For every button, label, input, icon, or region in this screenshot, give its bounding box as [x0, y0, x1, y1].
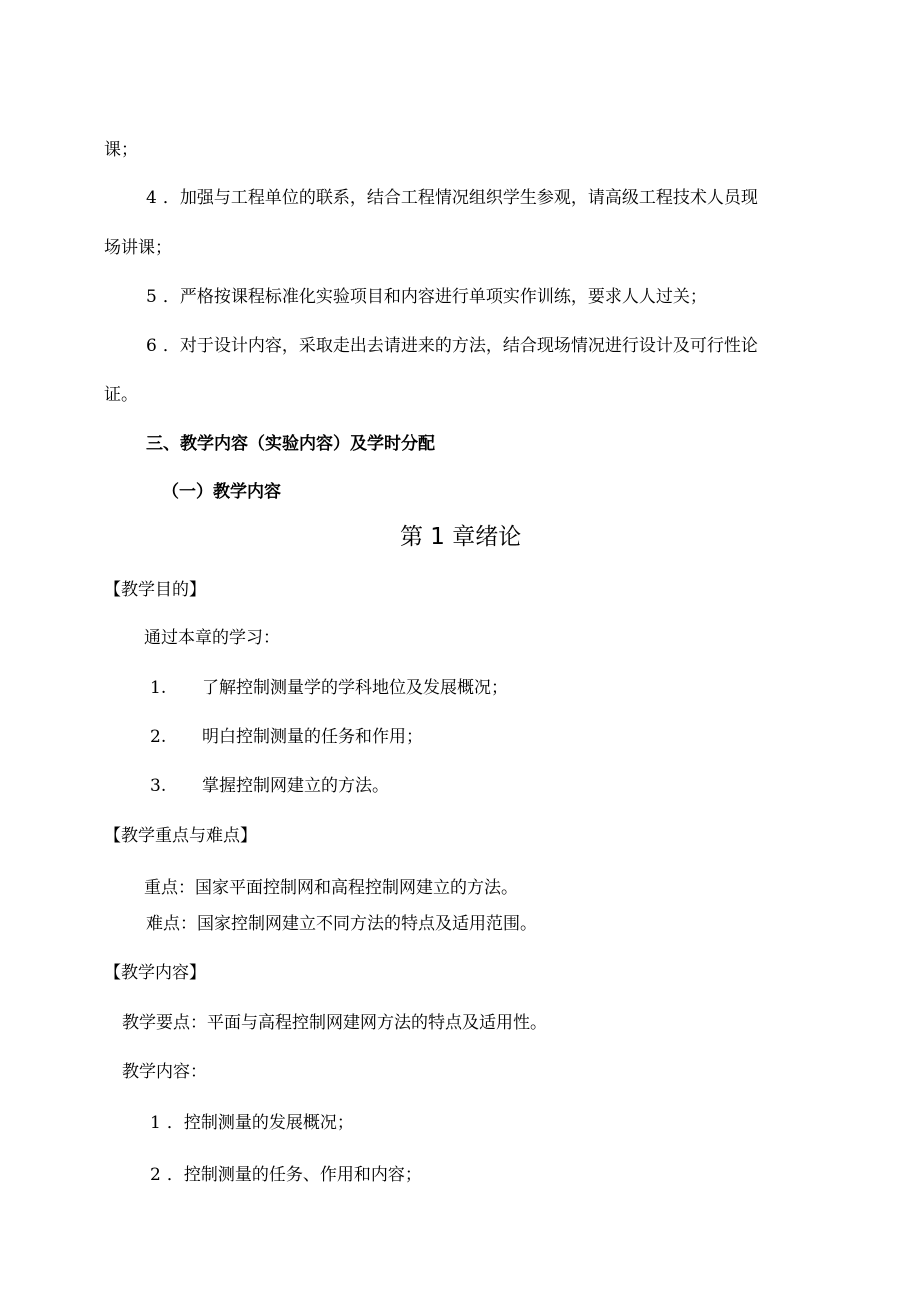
goal-item-3 [150, 776, 389, 796]
content-item-2 [150, 1165, 422, 1185]
content-points: 教学要点：平面与高程控制网建网方法的特点及适用性。 [122, 1013, 547, 1033]
item-number: 6 [146, 336, 157, 356]
goal-intro: 通过本章的学习： [144, 628, 280, 648]
item-number: 5 [146, 287, 157, 307]
item-number: 2 [150, 1165, 161, 1185]
subsection-heading: （一）教学内容 [162, 482, 281, 502]
item-number: 4 [146, 188, 157, 208]
list-item-6 [146, 336, 758, 356]
chapter-title: 第 1 章绪论 [400, 524, 522, 550]
goal-item-2 [150, 727, 423, 747]
item-text: ．控制测量的任务、作用和内容； [166, 1165, 422, 1185]
item-number: 2. [150, 727, 167, 747]
item-text: 明白控制测量的任务和作用； [202, 727, 423, 747]
list-item-6-continuation: 证。 [104, 385, 138, 405]
item-number: 1 [150, 1113, 161, 1133]
content-item-1 [150, 1113, 354, 1133]
key-difficulty: 难点：国家控制网建立不同方法的特点及适用范围。 [146, 914, 537, 934]
item-text: ．严格按课程标准化实验项目和内容进行单项实作训练，要求人人过关； [162, 287, 707, 307]
list-item-5 [146, 287, 707, 307]
item-text: ．控制测量的发展概况； [166, 1113, 354, 1133]
content-heading: 【教学内容】 [104, 963, 206, 983]
goal-heading: 【教学目的】 [104, 580, 206, 600]
item-text: ．对于设计内容，采取走出去请进来的方法，结合现场情况进行设计及可行性论 [162, 336, 758, 356]
continued-text-top: 课； [104, 140, 138, 160]
list-item-4-continuation: 场讲课； [104, 238, 172, 258]
item-number: 3. [150, 776, 167, 796]
content-label: 教学内容： [122, 1062, 207, 1082]
section-heading: 三、教学内容（实验内容）及学时分配 [146, 434, 435, 454]
item-number: 1. [150, 678, 167, 698]
item-text: 掌握控制网建立的方法。 [202, 776, 389, 796]
key-heading: 【教学重点与难点】 [104, 826, 257, 846]
goal-item-1 [150, 678, 508, 698]
item-text: 了解控制测量学的学科地位及发展概况； [202, 678, 508, 698]
key-focus: 重点：国家平面控制网和高程控制网建立的方法。 [144, 878, 518, 898]
item-text: ．加强与工程单位的联系，结合工程情况组织学生参观，请高级工程技术人员现 [162, 188, 758, 208]
list-item-4 [146, 188, 758, 208]
